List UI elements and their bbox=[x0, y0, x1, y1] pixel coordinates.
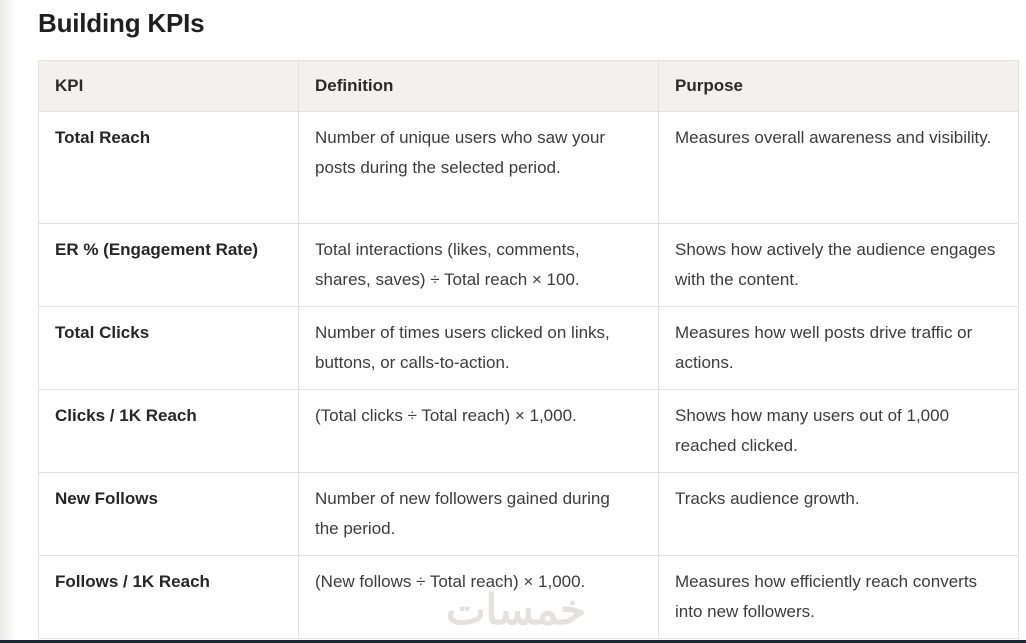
table-row bbox=[39, 224, 1019, 307]
purpose-cell: Measures overall awareness and visibility. bbox=[659, 112, 1019, 224]
purpose-cell: Tracks audience growth. bbox=[659, 473, 1019, 556]
definition-cell: (Total clicks ÷ Total reach) × 1,000. bbox=[299, 390, 659, 473]
column-header-purpose: Purpose bbox=[659, 61, 1019, 112]
kpi-cell: Clicks / 1K Reach bbox=[39, 390, 299, 473]
khamsat-watermark: خمسات bbox=[446, 586, 587, 633]
definition-cell: Number of times users clicked on links, buttons, or calls-to-action. bbox=[299, 307, 659, 390]
document-content bbox=[38, 0, 1018, 639]
table-row bbox=[39, 307, 1019, 390]
column-header-kpi: KPI bbox=[39, 61, 299, 112]
purpose-cell: Measures how efficiently reach converts into new followers. bbox=[659, 556, 1019, 639]
definition-cell: Number of new followers gained during the period. bbox=[299, 473, 659, 556]
kpi-cell: Total Clicks bbox=[39, 307, 299, 390]
definition-cell: Total interactions (likes, comments, shares, saves) ÷ Total reach × 100. bbox=[299, 224, 659, 307]
purpose-cell: Shows how many users out of 1,000 reached clicked. bbox=[659, 390, 1019, 473]
page-title: Building KPIs bbox=[38, 8, 205, 38]
kpi-cell: New Follows bbox=[39, 473, 299, 556]
kpi-cell: ER % (Engagement Rate) bbox=[39, 224, 299, 307]
table-row bbox=[39, 112, 1019, 224]
definition-cell: Number of unique users who saw your posts during the selected period. bbox=[299, 112, 659, 224]
column-header-definition: Definition bbox=[299, 61, 659, 112]
table-row bbox=[39, 556, 1019, 639]
table-header-row bbox=[39, 61, 1019, 112]
purpose-cell: Shows how actively the audience engages with the content. bbox=[659, 224, 1019, 307]
definition-cell: (New follows ÷ Total reach) × 1,000. bbox=[299, 556, 659, 639]
kpi-cell: Total Reach bbox=[39, 112, 299, 224]
kpi-cell: Follows / 1K Reach bbox=[39, 556, 299, 639]
table-row bbox=[39, 473, 1019, 556]
table-row bbox=[39, 390, 1019, 473]
page-edge-shadow bbox=[0, 0, 16, 643]
kpi-table bbox=[38, 60, 1019, 639]
purpose-cell: Measures how well posts drive traffic or actions. bbox=[659, 307, 1019, 390]
